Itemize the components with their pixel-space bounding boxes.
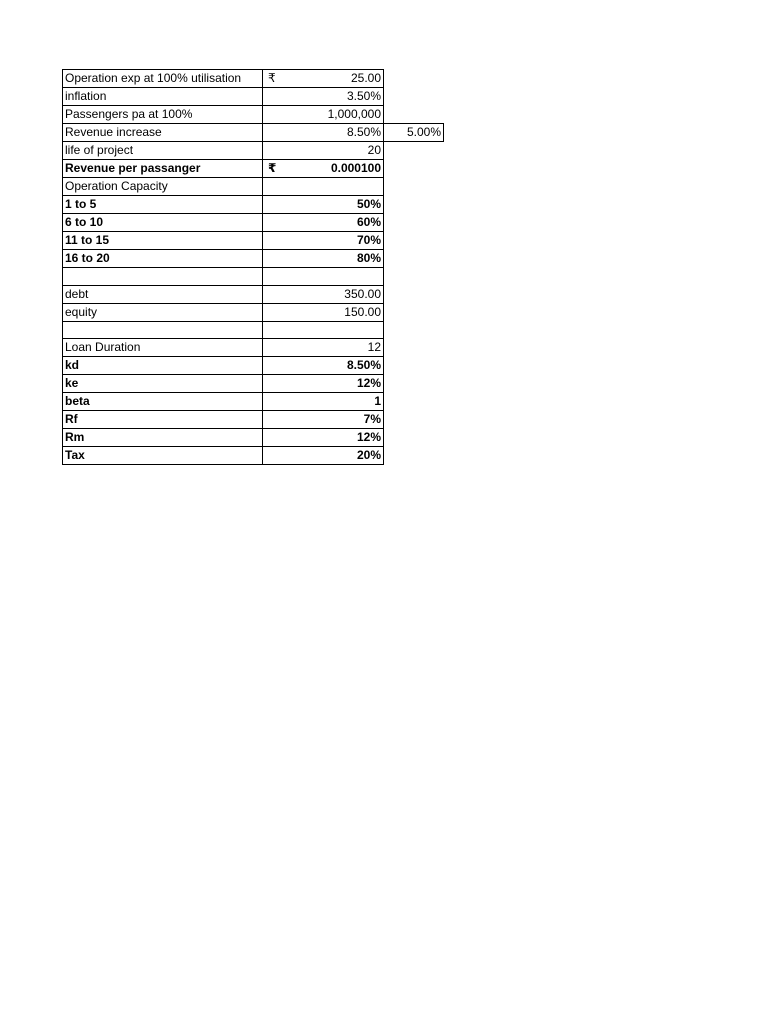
row-label-cell[interactable]: Revenue increase bbox=[63, 124, 263, 142]
assumptions-table bbox=[62, 69, 444, 465]
row-label-cell[interactable]: Tax bbox=[63, 447, 263, 465]
row-label-cell[interactable]: debt bbox=[63, 285, 263, 303]
row-label-cell[interactable]: Operation Capacity bbox=[63, 178, 263, 196]
table-row bbox=[63, 196, 444, 214]
table-row bbox=[63, 106, 444, 124]
row-label-cell[interactable] bbox=[63, 268, 263, 286]
value-text: 12% bbox=[356, 430, 381, 445]
row-value-cell[interactable] bbox=[263, 429, 384, 447]
row-value-cell[interactable] bbox=[263, 214, 384, 232]
value-text: 25.00 bbox=[350, 71, 381, 85]
value-text: 80% bbox=[356, 251, 381, 265]
row-value-cell[interactable] bbox=[263, 88, 384, 106]
row-value-cell[interactable] bbox=[263, 268, 384, 286]
table-row bbox=[63, 429, 444, 447]
extra-value-cell bbox=[384, 196, 444, 214]
row-value-cell[interactable] bbox=[263, 142, 384, 160]
row-label-cell[interactable]: kd bbox=[63, 357, 263, 375]
table-row bbox=[63, 447, 444, 465]
table-row bbox=[63, 357, 444, 375]
row-label-cell[interactable]: ke bbox=[63, 375, 263, 393]
extra-value-cell bbox=[384, 357, 444, 375]
value-text: 12% bbox=[356, 376, 381, 391]
extra-value-cell bbox=[384, 160, 444, 178]
table-row bbox=[63, 214, 444, 232]
extra-value-cell bbox=[384, 393, 444, 411]
value-text: 7% bbox=[363, 412, 381, 427]
table-row bbox=[63, 178, 444, 196]
row-value-cell[interactable] bbox=[263, 375, 384, 393]
table-row bbox=[63, 411, 444, 429]
value-text: 60% bbox=[356, 215, 381, 229]
table-row bbox=[63, 142, 444, 160]
row-label-cell[interactable]: Passengers pa at 100% bbox=[63, 106, 263, 124]
extra-value-cell bbox=[384, 178, 444, 196]
value-text: 150.00 bbox=[344, 304, 381, 319]
table-row bbox=[63, 393, 444, 411]
value-text: 350.00 bbox=[344, 286, 381, 301]
row-label-cell[interactable]: inflation bbox=[63, 88, 263, 106]
extra-value-cell bbox=[384, 268, 444, 286]
table-row bbox=[63, 339, 444, 357]
row-value-cell[interactable] bbox=[263, 106, 384, 124]
row-value-cell[interactable] bbox=[263, 447, 384, 465]
table-row bbox=[63, 268, 444, 286]
row-label-cell[interactable]: beta bbox=[63, 393, 263, 411]
row-label-cell[interactable]: 11 to 15 bbox=[63, 232, 263, 250]
row-value-cell[interactable] bbox=[263, 393, 384, 411]
row-label-cell[interactable] bbox=[63, 321, 263, 339]
extra-value-cell bbox=[384, 447, 444, 465]
row-label-cell[interactable]: Revenue per passanger bbox=[63, 160, 263, 178]
table-row bbox=[63, 124, 444, 142]
row-value-cell[interactable] bbox=[263, 250, 384, 268]
table-row bbox=[63, 232, 444, 250]
spreadsheet bbox=[62, 69, 444, 465]
extra-value-cell bbox=[384, 321, 444, 339]
row-label-cell[interactable]: 16 to 20 bbox=[63, 250, 263, 268]
extra-value-cell bbox=[384, 411, 444, 429]
row-value-cell[interactable] bbox=[263, 303, 384, 321]
currency-symbol: ₹ bbox=[268, 71, 276, 85]
value-text: 50% bbox=[356, 197, 381, 211]
row-label-cell[interactable]: Operation exp at 100% utilisation bbox=[63, 70, 263, 88]
extra-value-cell bbox=[384, 285, 444, 303]
extra-value-cell bbox=[384, 303, 444, 321]
table-row bbox=[63, 250, 444, 268]
row-label-cell[interactable]: equity bbox=[63, 303, 263, 321]
table-row bbox=[63, 70, 444, 88]
row-value-cell[interactable] bbox=[263, 160, 384, 178]
assumptions-table-body bbox=[63, 70, 444, 465]
value-text: 0.000100 bbox=[330, 161, 381, 175]
row-label-cell[interactable]: Rf bbox=[63, 411, 263, 429]
table-row bbox=[63, 321, 444, 339]
extra-value-cell bbox=[384, 88, 444, 106]
extra-value-cell[interactable]: 5.00% bbox=[384, 124, 444, 142]
value-text: 8.50% bbox=[346, 125, 381, 139]
value-text: 8.50% bbox=[346, 358, 381, 373]
extra-value-cell bbox=[384, 214, 444, 232]
row-value-cell[interactable] bbox=[263, 357, 384, 375]
row-label-cell[interactable]: Loan Duration bbox=[63, 339, 263, 357]
extra-value-cell bbox=[384, 232, 444, 250]
value-text: 3.50% bbox=[346, 89, 381, 103]
value-text: 20 bbox=[367, 143, 381, 157]
row-label-cell[interactable]: 6 to 10 bbox=[63, 214, 263, 232]
extra-value-cell bbox=[384, 142, 444, 160]
row-value-cell[interactable] bbox=[263, 321, 384, 339]
table-row bbox=[63, 88, 444, 106]
value-text: 12 bbox=[367, 340, 381, 355]
row-value-cell[interactable] bbox=[263, 411, 384, 429]
row-value-cell[interactable] bbox=[263, 196, 384, 214]
row-value-cell[interactable] bbox=[263, 70, 384, 88]
row-label-cell[interactable]: 1 to 5 bbox=[63, 196, 263, 214]
row-value-cell[interactable] bbox=[263, 285, 384, 303]
table-row bbox=[63, 285, 444, 303]
row-value-cell[interactable] bbox=[263, 178, 384, 196]
value-text: 1,000,000 bbox=[327, 107, 381, 121]
extra-value-cell bbox=[384, 250, 444, 268]
value-text: 20% bbox=[356, 448, 381, 463]
value-text: 70% bbox=[356, 233, 381, 247]
row-label-cell[interactable]: Rm bbox=[63, 429, 263, 447]
extra-value-cell bbox=[384, 339, 444, 357]
currency-symbol: ₹ bbox=[268, 161, 277, 175]
row-value-cell[interactable] bbox=[263, 232, 384, 250]
extra-value-cell bbox=[384, 375, 444, 393]
extra-value-cell bbox=[384, 70, 444, 88]
value-text: 1 bbox=[374, 394, 381, 409]
row-value-cell[interactable] bbox=[263, 124, 384, 142]
extra-value-cell bbox=[384, 106, 444, 124]
table-row bbox=[63, 160, 444, 178]
table-row bbox=[63, 303, 444, 321]
table-row bbox=[63, 375, 444, 393]
row-label-cell[interactable]: life of project bbox=[63, 142, 263, 160]
row-value-cell[interactable] bbox=[263, 339, 384, 357]
extra-value-cell bbox=[384, 429, 444, 447]
